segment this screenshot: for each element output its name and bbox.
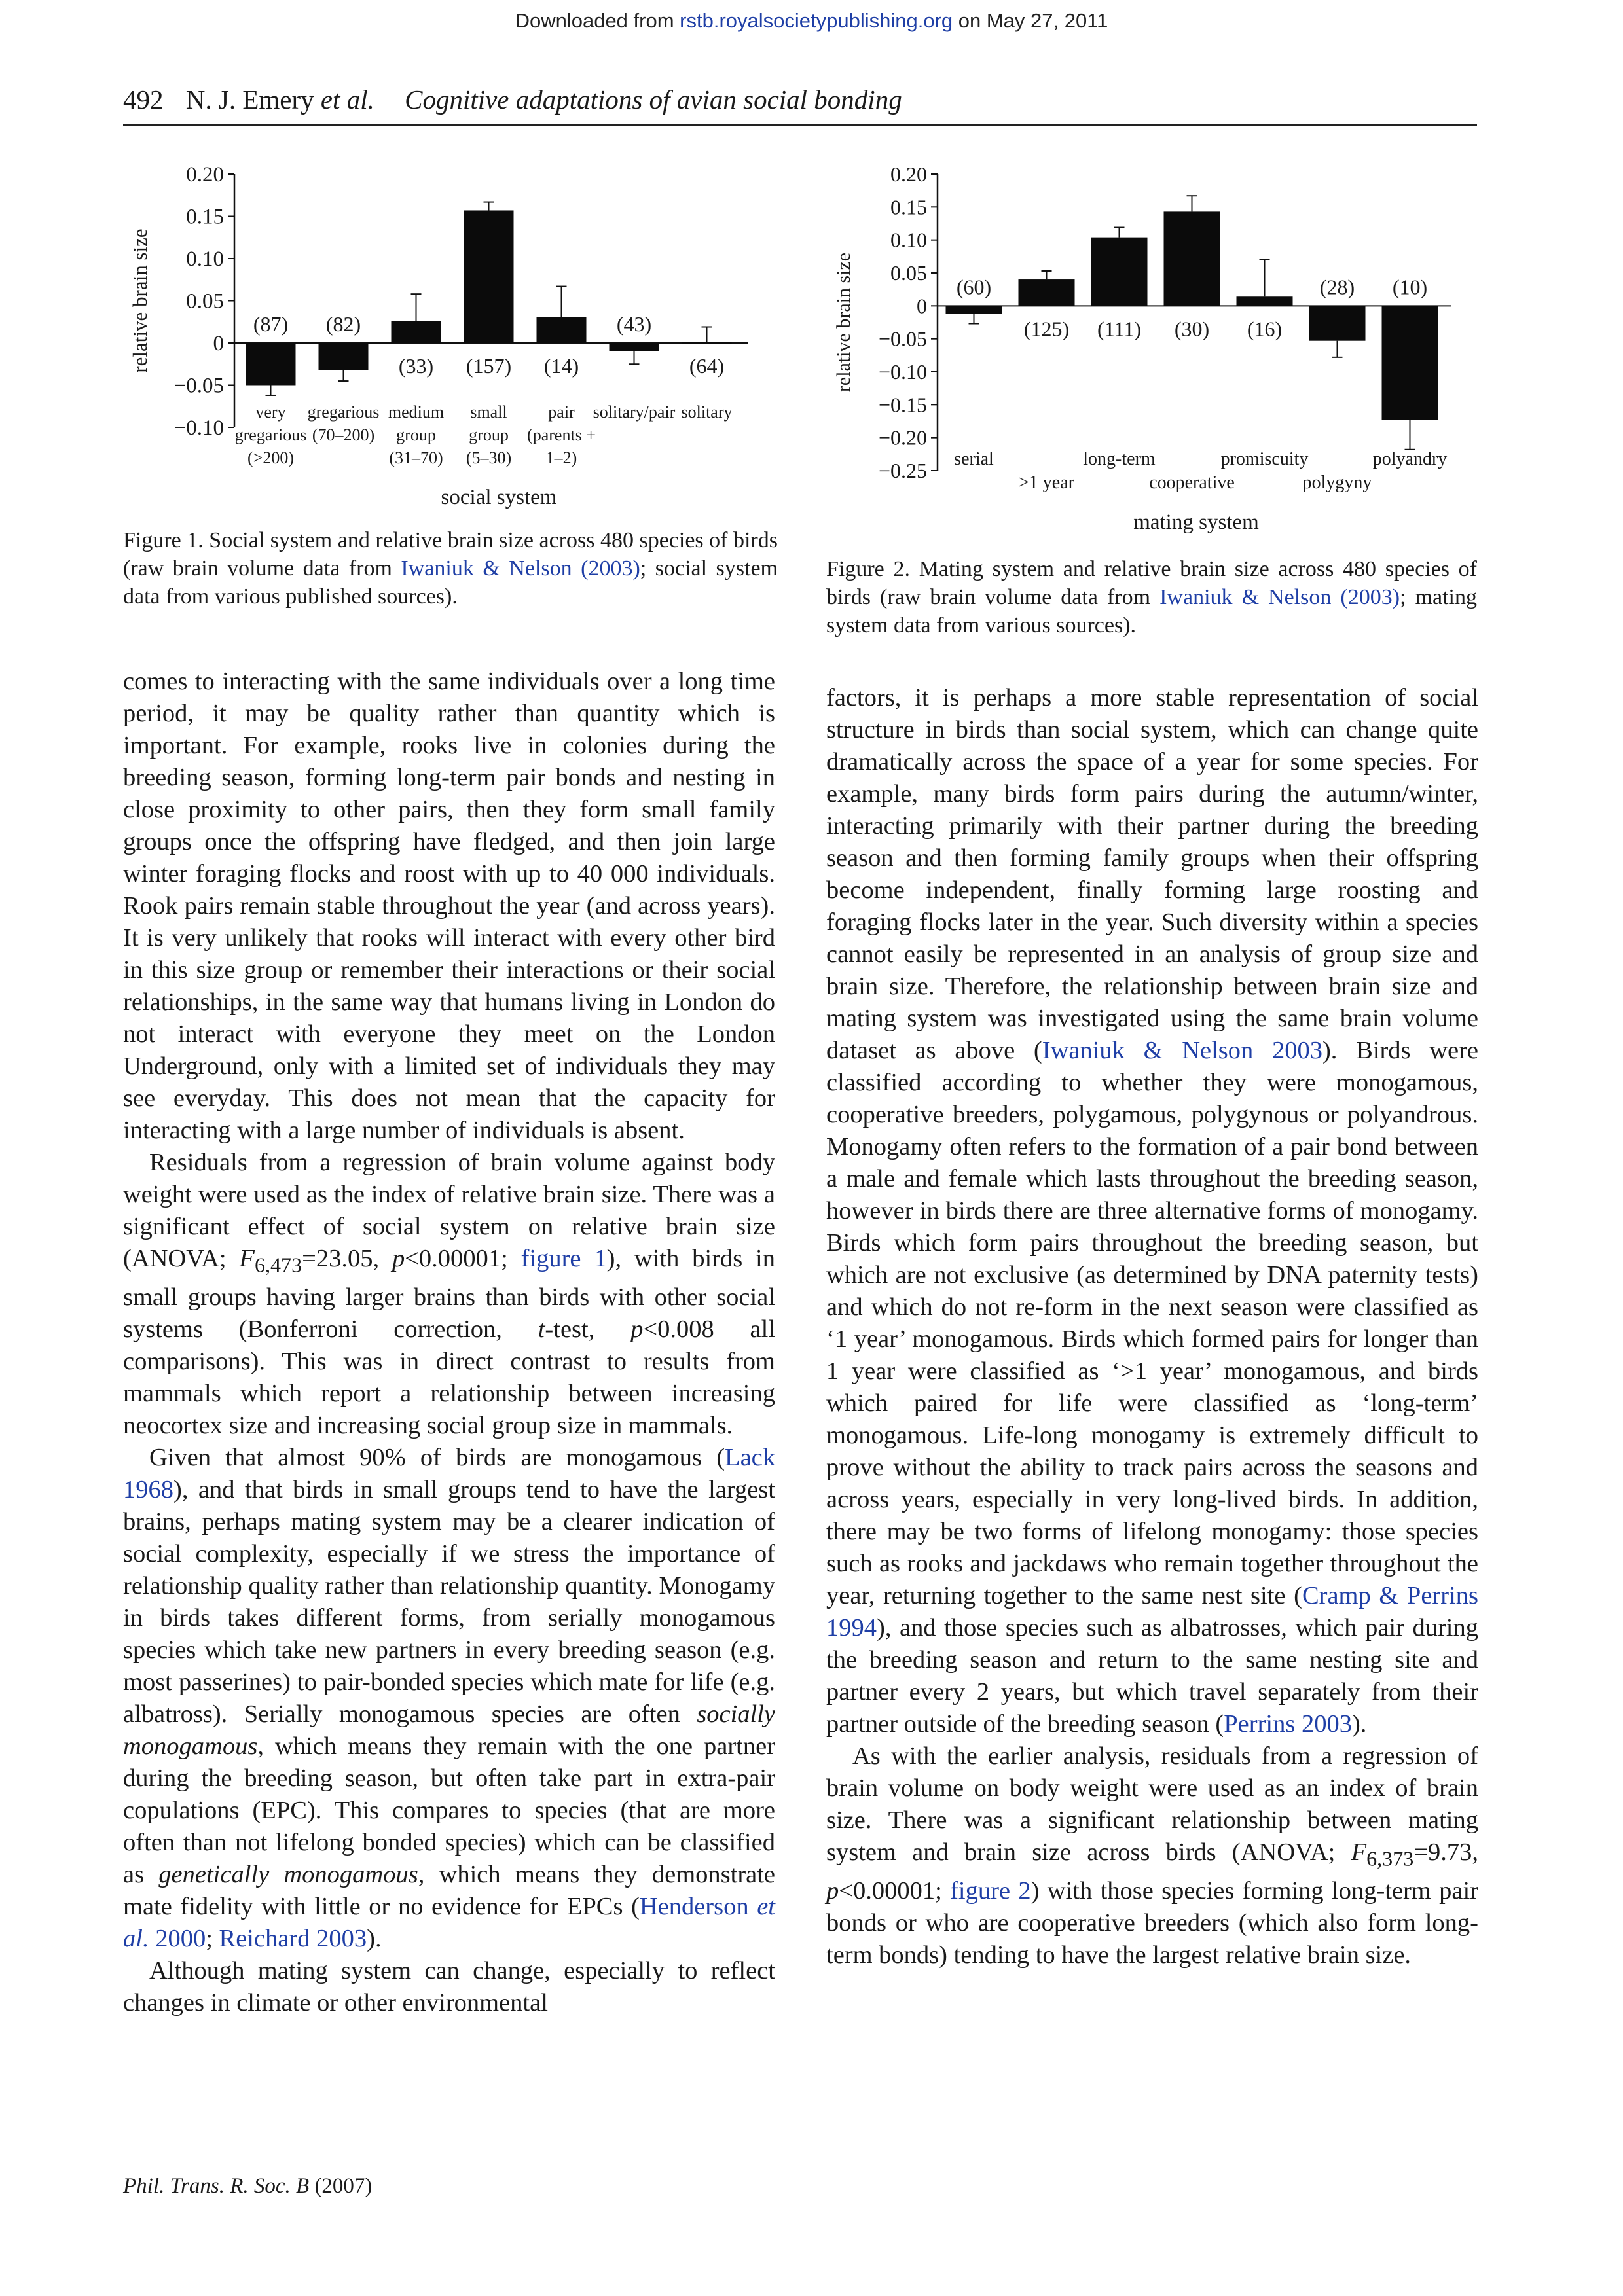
left-paragraph-3 — [123, 1442, 775, 1955]
download-notice — [0, 9, 1623, 33]
fig2-y-tick-label: 0 — [917, 294, 927, 318]
fig1-y-tick-label: 0.20 — [186, 163, 224, 187]
stat-f-df: 6,473 — [254, 1253, 302, 1277]
fig2-count-label: (111) — [1097, 317, 1141, 341]
right-paragraph-1 — [826, 682, 1478, 1740]
left-p2-text-c: <0.00001; — [405, 1245, 521, 1272]
fig2-y-tick-label: 0.05 — [890, 261, 927, 285]
fig1-x-category-label: (31–70) — [389, 448, 443, 467]
fig1-x-category-label: solitary — [681, 403, 733, 422]
running-header — [123, 84, 1477, 115]
left-p3-text-c: , which means they remain with the one partner during the breeding season, but often take part in extra-pair copulations (EPC). This compares to species (that are more often than not lifelong bonded species) which can be classified as — [123, 1732, 775, 1888]
fig1-y-tick-label: −0.05 — [173, 374, 224, 398]
left-p2-text-f: <0.008 all comparisons). This was in direct contrast to results from mammals which report a relationship between increasing neocortex size and increasing social group size in mammals. — [123, 1315, 775, 1439]
footer-year: (2007) — [309, 2174, 373, 2198]
fig2-count-label: (28) — [1319, 275, 1355, 299]
fig1-count-label: (64) — [689, 354, 725, 378]
right-p2-text-a: As with the earlier analysis, residuals from a regression of brain volume on body weight were used as an index of brain size. There was a significant relationship between mating system and brain size across birds (ANOVA; — [826, 1742, 1478, 1866]
stat-t-symbol: t — [538, 1315, 545, 1343]
fig1-x-category-label: (70–200) — [312, 425, 375, 444]
fig1-y-tick-label: 0.15 — [186, 205, 224, 229]
fig2-count-label: (30) — [1174, 317, 1210, 341]
fig2-x-category-label: promiscuity — [1220, 449, 1309, 469]
download-suffix: on May 27, 2011 — [953, 9, 1108, 32]
fig2-count-label: (10) — [1392, 275, 1428, 299]
fig1-x-category-label: very — [255, 403, 286, 422]
figure-2-caption-ref-link[interactable]: Iwaniuk & Nelson (2003) — [1159, 585, 1400, 609]
fig1-bar — [682, 342, 732, 344]
stat-f-symbol-2: F — [1351, 1839, 1367, 1866]
fig1-x-category-label: (>200) — [247, 448, 294, 467]
stat-f-df-2: 6,373 — [1366, 1846, 1414, 1871]
fig1-x-category-label: gregarious — [234, 425, 307, 444]
figure-1-ref-link[interactable]: figure 1 — [520, 1245, 607, 1272]
left-paragraph-2 — [123, 1147, 775, 1442]
right-p2-text-d: ) with those species forming long-term pair bonds or who are cooperative breeders (which also form long-term bonds) tending to have the largest relative brain size. — [826, 1876, 1478, 1969]
fig2-bar — [1091, 238, 1148, 306]
figure-2-caption — [826, 555, 1477, 639]
fig2-count-label: (16) — [1247, 317, 1283, 341]
header-authors: N. J. Emery et al. — [185, 84, 374, 115]
fig1-x-axis-label: social system — [441, 486, 557, 509]
left-p2-text-d: ), with birds in small groups having larger brains than birds with other social systems (Bonferroni correction, — [123, 1245, 775, 1343]
right-p1-text-d: ). — [1351, 1710, 1367, 1738]
ref-henderson-year: 2000 — [149, 1924, 206, 1952]
fig1-x-category-label: medium — [388, 403, 445, 422]
fig2-count-label: (125) — [1023, 317, 1070, 341]
fig1-bar — [246, 343, 296, 386]
fig2-bar — [1019, 279, 1075, 306]
fig2-y-tick-label: −0.15 — [878, 393, 927, 417]
fig1-x-category-label: (5–30) — [465, 448, 512, 467]
right-p2-text-b: =9.73, — [1413, 1839, 1478, 1866]
fig2-y-tick-label: −0.20 — [878, 425, 927, 450]
download-link[interactable]: rstb.royalsocietypublishing.org — [680, 9, 953, 32]
fig1-x-category-label: 1–2) — [545, 448, 577, 467]
fig2-bar — [1237, 296, 1293, 306]
fig1-y-tick-label: −0.10 — [173, 416, 224, 440]
fig2-x-category-label: >1 year — [1019, 473, 1074, 493]
fig1-y-tick-label: 0.05 — [186, 289, 224, 314]
fig2-x-category-label: polyandry — [1372, 449, 1448, 469]
header-rule — [123, 124, 1477, 126]
stat-f-symbol: F — [239, 1245, 255, 1272]
figure-1-caption-text-a: Figure 1. Social system and relative brain size across 480 species of birds (raw brain volume data from — [123, 528, 778, 581]
fig1-y-axis-label: relative brain size — [128, 228, 151, 373]
stat-p-symbol: p — [392, 1245, 405, 1272]
fig1-y-tick-label: 0 — [213, 332, 224, 355]
right-p2-text-c: <0.00001; — [839, 1876, 951, 1905]
stat-p-symbol-3: p — [826, 1876, 839, 1905]
body-column-right — [826, 682, 1478, 1971]
term-socially-monogamous: socially monogamous — [123, 1700, 775, 1760]
figure-1-caption-ref-link[interactable]: Iwaniuk & Nelson (2003) — [401, 556, 640, 581]
fig1-count-label: (43) — [616, 312, 652, 336]
fig2-x-category-label: polygyny — [1302, 473, 1372, 493]
fig1-count-label: (14) — [543, 354, 579, 378]
figure-2-chart — [826, 151, 1477, 543]
ref-iwaniuk-nelson-2003-link[interactable]: Iwaniuk & Nelson 2003 — [1042, 1037, 1322, 1064]
right-p1-text-c: ), and those species such as albatrosses, which pair during the breeding season and return to the same nesting site and partner every 2 years, but which travel separately from their partner outside of the breeding season ( — [826, 1614, 1478, 1738]
term-genetically-monogamous: genetically monogamous — [158, 1860, 418, 1888]
fig1-count-label: (87) — [253, 312, 289, 336]
ref-perrins-2003-link[interactable]: Perrins 2003 — [1224, 1710, 1352, 1738]
left-paragraph-4: Although mating system can change, especially to reflect changes in climate or other environmental — [123, 1956, 775, 2017]
fig2-count-label: (60) — [956, 275, 992, 299]
right-p1-text-b: ). Birds were classified according to whether they were monogamous, cooperative breeders, polygamous, polygynous or polyandrous. Monogamy often refers to the formation of a pair bond between a male and female which lasts throughout the breeding season, however in birds there are three alternative forms of monogamy. Birds which form pairs throughout the breeding season, but which are not exclusive (as determined by DNA paternity tests) and which do not re-form in the next season were classified as ‘1 year’ monogamous. Birds which formed pairs for longer than 1 year were classified as ‘>1 year’ monogamous, and birds which paired for life were classified as ‘long-term’ monogamous. Life-long monogamy is extremely difficult to prove without the ability to track pairs across the seasons and across years, especially in very long-lived birds. In addition, there may be two forms of lifelong monogamy: those species such as rooks and jackdaws who remain together throughout the year, returning together to the same nest site ( — [826, 1037, 1478, 1609]
right-p1-text-a: factors, it is perhaps a more stable representation of social structure in birds than social system, which can change quite dramatically across the space of a year for some species. For example, many birds form pairs during the autumn/winter, interacting primarily with their partner during the breeding season and then forming family groups when their offspring become independent, finally forming large roosting and foraging flocks later in the year. Such diversity within a species cannot easily be represented in an analysis of group size and brain size. Therefore, the relationship between brain size and mating system was investigated using the same brain volume dataset as above ( — [826, 684, 1478, 1064]
fig1-bar — [392, 321, 441, 343]
fig2-y-tick-label: −0.05 — [878, 327, 927, 351]
left-p2-text-b: =23.05, — [302, 1245, 392, 1272]
ref-henderson-name: Henderson — [639, 1892, 757, 1920]
fig1-bar — [319, 343, 369, 370]
fig1-bar — [610, 343, 659, 351]
fig2-bar — [946, 306, 1002, 314]
fig1-bar — [537, 317, 587, 343]
figure-1-chart — [123, 151, 778, 517]
fig1-x-category-label: group — [396, 425, 436, 444]
fig2-y-tick-label: −0.10 — [878, 360, 927, 384]
fig1-count-label: (157) — [465, 354, 512, 378]
body-column-left — [123, 666, 775, 2019]
figure-2-caption-text-b: ; mating system data from various sources). — [826, 585, 1477, 637]
fig2-x-category-label: cooperative — [1149, 473, 1235, 493]
page-number: 492 — [123, 84, 164, 115]
fig1-count-label: (33) — [398, 354, 434, 378]
fig1-x-category-label: solitary/pair — [593, 403, 676, 422]
fig2-bar — [1309, 306, 1366, 340]
left-p3-text-b: ), and that birds in small groups tend to have the largest brains, perhaps mating system may be a clearer indication of social complexity, especially if we stress the importance of relationship quality rather than relationship quantity. Monogamy in birds takes different forms, from serially monogamous species which take new partners in every breeding season (e.g. most passerines) to pair-bonded species which mate for life (e.g. albatross). Serially monogamous species are often — [123, 1475, 775, 1728]
download-prefix: Downloaded from — [515, 9, 680, 32]
ref-cramp-perrins-1994-link[interactable]: Cramp & Perrins 1994 — [826, 1582, 1478, 1641]
left-p3-text-a: Given that almost 90% of birds are monogamous ( — [149, 1443, 725, 1471]
ref-reichard-2003-link[interactable]: Reichard 2003 — [219, 1924, 367, 1952]
fig2-y-axis-label: relative brain size — [833, 252, 854, 393]
figure-1-caption — [123, 526, 778, 611]
figure-2-ref-link[interactable]: figure 2 — [950, 1876, 1031, 1905]
header-title: Cognitive adaptations of avian social bonding — [405, 84, 902, 115]
fig2-bar — [1382, 306, 1438, 420]
left-p3-text-d: , which means they demonstrate mate fidelity with little or no evidence for EPCs ( — [123, 1860, 776, 1920]
fig1-x-category-label: small — [470, 403, 507, 422]
fig2-x-category-label: long-term — [1083, 449, 1156, 469]
ref-lack-1968-link[interactable]: Lack 1968 — [123, 1443, 775, 1503]
fig2-x-axis-label: mating system — [1133, 511, 1259, 534]
fig1-y-tick-label: 0.10 — [186, 247, 224, 271]
figure-1-caption-text-b: ; social system data from various published sources). — [123, 556, 778, 609]
fig2-bar — [1164, 211, 1220, 306]
stat-p-symbol-2: p — [630, 1315, 644, 1343]
fig2-y-tick-label: 0.10 — [890, 228, 927, 252]
fig1-count-label: (82) — [325, 312, 361, 336]
fig2-y-tick-label: 0.15 — [890, 195, 927, 219]
journal-footer — [123, 2174, 372, 2198]
fig2-y-tick-label: −0.25 — [878, 459, 927, 482]
footer-journal: Phil. Trans. R. Soc. B — [123, 2174, 310, 2198]
fig1-x-category-label: (parents + — [527, 425, 596, 444]
fig1-x-category-label: group — [469, 425, 509, 444]
fig2-x-category-label: serial — [954, 449, 994, 469]
fig1-x-category-label: pair — [548, 403, 575, 422]
fig2-y-tick-label: 0.20 — [890, 162, 927, 186]
fig1-bar — [464, 210, 514, 343]
left-p3-text-e: ; — [206, 1924, 219, 1952]
left-p2-text-a: Residuals from a regression of brain volume against body weight were used as the index of relative brain size. There was a significant effect of social system on relative brain size (ANOVA; — [123, 1149, 775, 1272]
ref-henderson-etal: et al. — [123, 1892, 775, 1952]
left-paragraph-1: comes to interacting with the same individuals over a long time period, it may be quality rather than quantity which is important. For example, rooks live in colonies during the breeding season, forming long-term pair bonds and nesting in close proximity to other pairs, then they form small family groups once the offspring have fledged, and then join large winter foraging flocks and roost with up to 40 000 individuals. Rook pairs remain stable throughout the year (and across years). It is very unlikely that rooks will interact with every other bird in this size group or remember their interactions or their social relationships, in the same way that humans living in London do not interact with everyone they meet on the London Underground, only with a limited set of individuals they may see everyday. This does not mean that the capacity for interacting with a large number of individuals is absent. — [123, 668, 775, 1144]
left-p2-text-e: -test, — [545, 1315, 631, 1343]
right-paragraph-2 — [826, 1740, 1478, 1971]
fig1-x-category-label: gregarious — [307, 403, 380, 422]
figure-2-caption-text-a: Figure 2. Mating system and relative brain size across 480 species of birds (raw brain volume data from — [826, 557, 1477, 609]
left-p3-text-f: ). — [367, 1924, 382, 1952]
